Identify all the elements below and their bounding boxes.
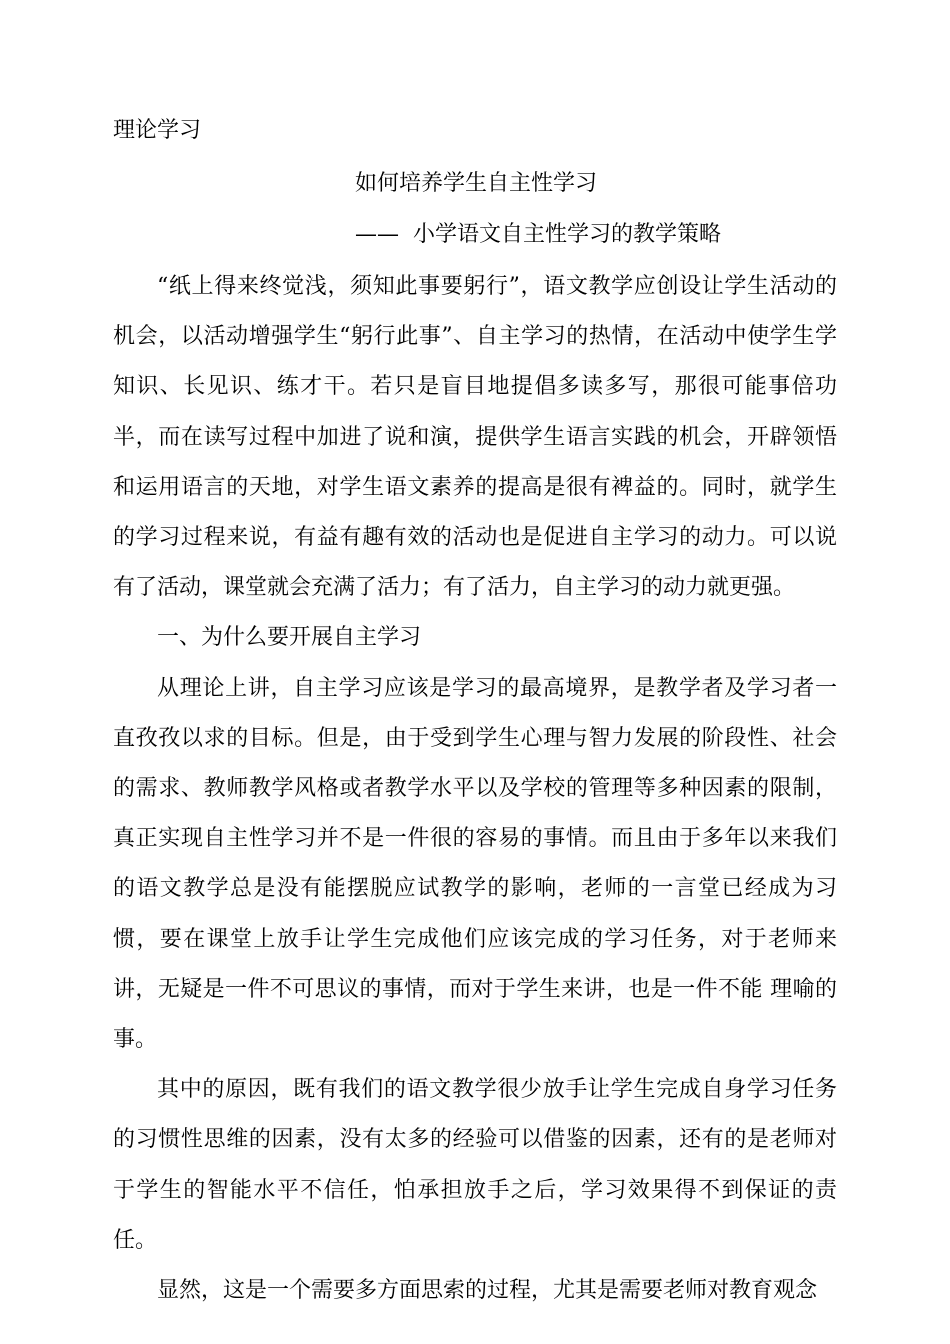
paragraph-intro: “纸上得来终觉浅，须知此事要躬行”，语文教学应创设让学生活动的机会，以活动增强学生“躬行此事”、自主学习的热情，在活动中使学生学知识、长见识、练才干。若只是盲目地提倡多读多写，那很可能事倍功半，而在读写过程中加进了说和演，提供学生语言实践的机会，开辟领悟和运用语言的天地，对学生语文素养的提高是很有裨益的。同时，就学生的学习过程来说，有益有趣有效的活动也是促进自主学习的动力。可以说有了活动，课堂就会充满了活力；有了活力，自主学习的动力就更强。 xyxy=(113,274,837,601)
page-subtitle: —— 小学语文自主性学习的教学策略 xyxy=(355,222,721,247)
paragraph-reasons: 其中的原因，既有我们的语文教学很少放手让学生完成自身学习任务的习惯性思维的因素，没有太多的经验可以借鉴的因素，还有的是老师对于学生的智能水平不信任，怕承担放手之后，学习效果得不到保证的责任。 xyxy=(113,1077,837,1253)
page-title: 如何培养学生自主性学习 xyxy=(355,171,598,196)
article-body xyxy=(113,262,837,1316)
paragraph-theory: 从理论上讲，自主学习应该是学习的最高境界，是教学者及学习者一直孜孜以求的目标。但是，由于受到学生心理与智力发展的阶段性、社会的需求、教师教学风格或者教学水平以及学校的管理等多种因素的限制，真正实现自主性学习并不是一件很的容易的事情。而且由于多年以来我们的语文教学总是没有能摆脱应试教学的影响，老师的一言堂已经成为习惯，要在课堂上放手让学生完成他们应该完成的学习任务，对于老师来讲，无疑是一件不可思议的事情，而对于学生来讲，也是一件不能 理喻的事。 xyxy=(113,675,837,1053)
section-heading-1: 一、为什么要开展自主学习 xyxy=(157,625,422,651)
paragraph-conclusion: 显然，这是一个需要多方面思索的过程，尤其是需要老师对教育观念 xyxy=(157,1278,818,1304)
section-label: 理论学习 xyxy=(113,118,202,143)
